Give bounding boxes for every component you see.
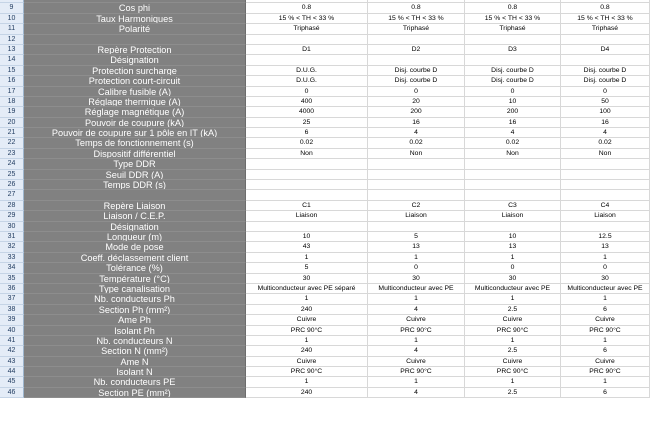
row-number[interactable]: 13 [0, 45, 24, 55]
value-cell[interactable]: 2.5 [465, 388, 561, 398]
value-cell[interactable]: 0 [465, 87, 561, 97]
value-cell[interactable]: 240 [246, 388, 368, 398]
value-cell[interactable]: 0 [368, 263, 465, 273]
sheet-row [0, 3, 650, 13]
value-cell[interactable]: 15 % < TH < 33 % [465, 14, 561, 24]
value-cell[interactable]: 5 [368, 232, 465, 242]
row-label-cell[interactable]: Temps de fonctionnement (s) [24, 138, 246, 148]
value-cell[interactable] [368, 170, 465, 180]
value-cell[interactable]: 0 [246, 87, 368, 97]
value-cell[interactable]: Liaison [246, 211, 368, 221]
value-cell[interactable]: 100 [561, 107, 650, 117]
value-cell[interactable]: 1 [465, 336, 561, 346]
sheet-row [0, 294, 650, 304]
row-label-cell[interactable]: Température (°C) [24, 274, 246, 284]
row-label-cell[interactable]: Repère Liaison [24, 201, 246, 211]
row-label-cell[interactable]: Liaison / C.E.P. [24, 211, 246, 221]
value-cell[interactable]: Triphasé [561, 24, 650, 34]
sheet-row [0, 336, 650, 346]
row-number[interactable]: 19 [0, 107, 24, 117]
value-cell[interactable] [465, 190, 561, 200]
value-cell[interactable]: 30 [561, 274, 650, 284]
row-number[interactable]: 27 [0, 190, 24, 200]
value-cell[interactable]: 4 [368, 128, 465, 138]
row-label-cell[interactable]: Nb. conducteurs PE [24, 377, 246, 387]
value-cell[interactable]: 1 [561, 336, 650, 346]
value-cell[interactable]: Disj. courbe D [465, 66, 561, 76]
value-cell[interactable]: 0 [561, 263, 650, 273]
value-cell[interactable] [561, 180, 650, 190]
sheet-row [0, 87, 650, 97]
value-cell[interactable]: Cuivre [465, 357, 561, 367]
value-cell[interactable]: 1 [368, 377, 465, 387]
value-cell[interactable]: 0 [465, 263, 561, 273]
row-label-cell[interactable]: Réglage magnétique (A) [24, 107, 246, 117]
value-cell[interactable]: PRC 90°C [561, 367, 650, 377]
sheet-row [0, 377, 650, 387]
value-cell[interactable]: 15 % < TH < 33 % [561, 14, 650, 24]
sheet-row [0, 55, 650, 65]
value-cell[interactable]: Cuivre [246, 357, 368, 367]
sheet-row [0, 222, 650, 232]
row-number[interactable]: 24 [0, 159, 24, 169]
value-cell[interactable] [368, 159, 465, 169]
value-cell[interactable]: 1 [465, 253, 561, 263]
row-number[interactable]: 46 [0, 388, 24, 398]
row-label-cell[interactable]: Réglage thermique (A) [24, 97, 246, 107]
row-number[interactable]: 10 [0, 14, 24, 24]
row-number[interactable]: 43 [0, 357, 24, 367]
row-label-cell[interactable]: Coeff. déclassement client [24, 253, 246, 263]
value-cell[interactable] [246, 190, 368, 200]
sheet-row [0, 107, 650, 117]
value-cell[interactable]: 0 [561, 87, 650, 97]
value-cell[interactable]: PRC 90°C [561, 326, 650, 336]
value-cell[interactable]: D1 [246, 45, 368, 55]
value-cell[interactable]: C4 [561, 201, 650, 211]
value-cell[interactable] [465, 180, 561, 190]
value-cell[interactable]: Triphasé [465, 24, 561, 34]
value-cell[interactable]: Triphasé [368, 24, 465, 34]
sheet-row [0, 190, 650, 200]
sheet-row [0, 159, 650, 169]
value-cell[interactable]: 1 [246, 336, 368, 346]
value-cell[interactable]: Cuivre [465, 315, 561, 325]
sheet-row [0, 388, 650, 398]
value-cell[interactable]: Disj. courbe D [465, 76, 561, 86]
value-cell[interactable]: PRC 90°C [246, 326, 368, 336]
sheet-row [0, 315, 650, 325]
value-cell[interactable]: PRC 90°C [368, 326, 465, 336]
value-cell[interactable]: Multiconducteur avec PE [368, 284, 465, 294]
value-cell[interactable]: 0.02 [246, 138, 368, 148]
row-label-cell[interactable]: Désignation [24, 222, 246, 232]
value-cell[interactable]: Non [368, 149, 465, 159]
value-cell[interactable]: 1 [246, 253, 368, 263]
row-label-cell[interactable]: Temps DDR (s) [24, 180, 246, 190]
row-number[interactable]: 32 [0, 242, 24, 252]
value-cell[interactable]: 4000 [246, 107, 368, 117]
row-label-cell[interactable]: Section PE (mm²) [24, 388, 246, 398]
value-cell[interactable] [561, 35, 650, 45]
row-number[interactable]: 15 [0, 66, 24, 76]
value-cell[interactable]: 240 [246, 346, 368, 356]
value-cell[interactable]: Non [246, 149, 368, 159]
value-cell[interactable] [465, 159, 561, 169]
value-cell[interactable] [465, 170, 561, 180]
value-cell[interactable] [246, 35, 368, 45]
value-cell[interactable] [465, 35, 561, 45]
row-number[interactable]: 14 [0, 55, 24, 65]
sheet-row [0, 97, 650, 107]
row-number[interactable]: 26 [0, 180, 24, 190]
value-cell[interactable] [465, 222, 561, 232]
row-number[interactable]: 22 [0, 138, 24, 148]
sheet-row [0, 24, 650, 34]
value-cell[interactable]: Non [465, 149, 561, 159]
sheet-row [0, 211, 650, 221]
value-cell[interactable]: 0.8 [561, 3, 650, 13]
row-label-cell[interactable]: Ame Ph [24, 315, 246, 325]
value-cell[interactable] [368, 222, 465, 232]
row-number[interactable]: 18 [0, 97, 24, 107]
value-cell[interactable]: 4 [368, 305, 465, 315]
row-label-cell[interactable]: Ame N [24, 357, 246, 367]
sheet-row [0, 242, 650, 252]
row-label-cell[interactable]: Nb. conducteurs N [24, 336, 246, 346]
row-number[interactable]: 23 [0, 149, 24, 159]
sheet-row [0, 35, 650, 45]
row-label-cell[interactable]: Calibre fusible (A) [24, 87, 246, 97]
row-number[interactable]: 39 [0, 315, 24, 325]
value-cell[interactable]: Multiconducteur avec PE [561, 284, 650, 294]
value-cell[interactable]: 400 [246, 97, 368, 107]
value-cell[interactable]: 0.8 [465, 3, 561, 13]
row-number[interactable]: 9 [0, 3, 24, 13]
sheet-row [0, 66, 650, 76]
value-cell[interactable]: 1 [465, 294, 561, 304]
value-cell[interactable] [368, 190, 465, 200]
row-number[interactable]: 16 [0, 76, 24, 86]
value-cell[interactable]: 1 [561, 253, 650, 263]
value-cell[interactable]: PRC 90°C [465, 326, 561, 336]
value-cell[interactable]: Disj. courbe D [561, 76, 650, 86]
sheet-row [0, 232, 650, 242]
value-cell[interactable]: Cuivre [368, 315, 465, 325]
value-cell[interactable] [246, 170, 368, 180]
row-number[interactable]: 28 [0, 201, 24, 211]
sheet-row [0, 180, 650, 190]
value-cell[interactable] [465, 55, 561, 65]
row-label-cell[interactable]: Nb. conducteurs Ph [24, 294, 246, 304]
value-cell[interactable]: 4 [465, 128, 561, 138]
value-cell[interactable]: 240 [246, 305, 368, 315]
value-cell[interactable]: 200 [368, 107, 465, 117]
row-number[interactable]: 38 [0, 305, 24, 315]
sheet-row [0, 326, 650, 336]
value-cell[interactable]: 2.5 [465, 346, 561, 356]
value-cell[interactable]: 25 [246, 118, 368, 128]
sheet-row [0, 76, 650, 86]
value-cell[interactable]: Disj. courbe D [368, 76, 465, 86]
sheet-row [0, 118, 650, 128]
value-cell[interactable] [561, 55, 650, 65]
row-label-cell[interactable]: Section Ph (mm²) [24, 305, 246, 315]
value-cell[interactable]: 15 % < TH < 33 % [246, 14, 368, 24]
value-cell[interactable]: 0.8 [246, 3, 368, 13]
value-cell[interactable] [561, 222, 650, 232]
value-cell[interactable]: 200 [465, 107, 561, 117]
sheet-row [0, 14, 650, 24]
value-cell[interactable] [561, 159, 650, 169]
sheet-row [0, 128, 650, 138]
value-cell[interactable]: Multiconducteur avec PE [465, 284, 561, 294]
row-label-cell[interactable]: Cos phi [24, 3, 246, 13]
sheet-row [0, 305, 650, 315]
row-label-cell[interactable]: Seuil DDR (A) [24, 170, 246, 180]
value-cell[interactable]: Liaison [561, 211, 650, 221]
row-label-cell[interactable] [24, 35, 246, 45]
row-label-cell[interactable]: Pouvoir de coupure (kA) [24, 118, 246, 128]
value-cell[interactable]: Cuivre [368, 357, 465, 367]
value-cell[interactable]: 0.8 [368, 3, 465, 13]
value-cell[interactable]: 13 [561, 242, 650, 252]
sheet-row [0, 263, 650, 273]
value-cell[interactable]: 0.02 [561, 138, 650, 148]
value-cell[interactable]: 1 [561, 377, 650, 387]
value-cell[interactable]: 1 [368, 253, 465, 263]
value-cell[interactable]: 16 [465, 118, 561, 128]
value-cell[interactable] [246, 55, 368, 65]
value-cell[interactable]: D.U.G. [246, 66, 368, 76]
sheet-row [0, 274, 650, 284]
value-cell[interactable]: Non [561, 149, 650, 159]
value-cell[interactable]: Liaison [368, 211, 465, 221]
row-label-cell[interactable]: Pouvoir de coupure sur 1 pôle en IT (kA) [24, 128, 246, 138]
value-cell[interactable]: Disj. courbe D [561, 66, 650, 76]
value-cell[interactable]: PRC 90°C [246, 367, 368, 377]
sheet-row [0, 284, 650, 294]
value-cell[interactable]: 1 [368, 336, 465, 346]
value-cell[interactable]: 30 [368, 274, 465, 284]
value-cell[interactable]: 16 [368, 118, 465, 128]
value-cell[interactable]: 43 [246, 242, 368, 252]
value-cell[interactable]: 0.02 [368, 138, 465, 148]
row-number[interactable]: 45 [0, 377, 24, 387]
sheet-row [0, 138, 650, 148]
sheet-row [0, 170, 650, 180]
value-cell[interactable]: 1 [246, 294, 368, 304]
value-cell[interactable] [368, 180, 465, 190]
sheet-row [0, 346, 650, 356]
value-cell[interactable]: 13 [465, 242, 561, 252]
value-cell[interactable]: 5 [246, 263, 368, 273]
value-cell[interactable]: 50 [561, 97, 650, 107]
row-number[interactable]: 40 [0, 326, 24, 336]
value-cell[interactable]: 15 % < TH < 33 % [368, 14, 465, 24]
row-label-cell[interactable]: Repère Protection [24, 45, 246, 55]
row-number[interactable]: 42 [0, 346, 24, 356]
row-label-cell[interactable]: Isolant Ph [24, 326, 246, 336]
value-cell[interactable]: 0.02 [465, 138, 561, 148]
value-cell[interactable]: 10 [465, 97, 561, 107]
row-label-cell[interactable]: Protection surcharge [24, 66, 246, 76]
value-cell[interactable]: 20 [368, 97, 465, 107]
value-cell[interactable]: 1 [246, 377, 368, 387]
value-cell[interactable] [246, 222, 368, 232]
value-cell[interactable]: 1 [561, 294, 650, 304]
value-cell[interactable]: D4 [561, 45, 650, 55]
row-label-cell[interactable]: Longueur (m) [24, 232, 246, 242]
value-cell[interactable]: 13 [368, 242, 465, 252]
sheet-row [0, 45, 650, 55]
value-cell[interactable]: 6 [561, 388, 650, 398]
row-number[interactable]: 21 [0, 128, 24, 138]
row-label-cell[interactable]: Isolant N [24, 367, 246, 377]
value-cell[interactable]: 1 [465, 377, 561, 387]
row-number[interactable]: 12 [0, 35, 24, 45]
value-cell[interactable]: C2 [368, 201, 465, 211]
row-number[interactable]: 44 [0, 367, 24, 377]
row-number[interactable]: 29 [0, 211, 24, 221]
value-cell[interactable]: 2.5 [465, 305, 561, 315]
value-cell[interactable]: Triphasé [246, 24, 368, 34]
row-number[interactable]: 35 [0, 274, 24, 284]
value-cell[interactable]: 12.5 [561, 232, 650, 242]
row-number[interactable]: 17 [0, 87, 24, 97]
value-cell[interactable]: Disj. courbe D [368, 66, 465, 76]
row-label-cell[interactable]: Désignation [24, 55, 246, 65]
value-cell[interactable]: 6 [561, 305, 650, 315]
value-cell[interactable] [246, 180, 368, 190]
value-cell[interactable]: 1 [368, 294, 465, 304]
row-number[interactable]: 36 [0, 284, 24, 294]
value-cell[interactable] [246, 159, 368, 169]
value-cell[interactable]: 4 [368, 346, 465, 356]
row-number[interactable]: 34 [0, 263, 24, 273]
row-label-cell[interactable]: Type DDR [24, 159, 246, 169]
value-cell[interactable]: C3 [465, 201, 561, 211]
value-cell[interactable]: 4 [561, 128, 650, 138]
value-cell[interactable]: 0 [368, 87, 465, 97]
value-cell[interactable] [561, 170, 650, 180]
row-number[interactable]: 33 [0, 253, 24, 263]
value-cell[interactable]: 6 [246, 128, 368, 138]
row-label-cell[interactable]: Dispositif différentiel [24, 149, 246, 159]
row-number[interactable]: 31 [0, 232, 24, 242]
value-cell[interactable]: 16 [561, 118, 650, 128]
sheet-row [0, 253, 650, 263]
value-cell[interactable]: Cuivre [561, 357, 650, 367]
value-cell[interactable]: PRC 90°C [368, 367, 465, 377]
value-cell[interactable]: Multiconducteur avec PE séparé [246, 284, 368, 294]
value-cell[interactable]: D2 [368, 45, 465, 55]
row-label-cell[interactable]: Tolérance (%) [24, 263, 246, 273]
row-label-cell[interactable]: Section N (mm²) [24, 346, 246, 356]
value-cell[interactable]: 30 [246, 274, 368, 284]
value-cell[interactable]: PRC 90°C [465, 367, 561, 377]
sheet-row [0, 357, 650, 367]
value-cell[interactable]: Cuivre [561, 315, 650, 325]
value-cell[interactable]: 10 [465, 232, 561, 242]
row-number[interactable]: 30 [0, 222, 24, 232]
value-cell[interactable]: Cuivre [246, 315, 368, 325]
sheet-row [0, 201, 650, 211]
value-cell[interactable]: Liaison [465, 211, 561, 221]
sheet-row [0, 367, 650, 377]
row-number[interactable]: 37 [0, 294, 24, 304]
sheet-row [0, 149, 650, 159]
row-label-cell[interactable]: Protection court-circuit [24, 76, 246, 86]
value-cell[interactable]: 30 [465, 274, 561, 284]
value-cell[interactable] [561, 190, 650, 200]
row-label-cell[interactable]: Type canalisation [24, 284, 246, 294]
value-cell[interactable]: 6 [561, 346, 650, 356]
row-label-cell[interactable]: Mode de pose [24, 242, 246, 252]
value-cell[interactable]: 10 [246, 232, 368, 242]
row-label-cell[interactable]: Taux Harmoniques [24, 14, 246, 24]
value-cell[interactable]: D.U.G. [246, 76, 368, 86]
row-label-cell[interactable]: Polarité [24, 24, 246, 34]
value-cell[interactable]: D3 [465, 45, 561, 55]
value-cell[interactable]: C1 [246, 201, 368, 211]
row-number[interactable]: 25 [0, 170, 24, 180]
row-number[interactable]: 41 [0, 336, 24, 346]
value-cell[interactable]: 4 [368, 388, 465, 398]
row-number[interactable]: 11 [0, 24, 24, 34]
row-label-cell[interactable] [24, 190, 246, 200]
value-cell[interactable] [368, 35, 465, 45]
row-number[interactable]: 20 [0, 118, 24, 128]
value-cell[interactable] [368, 55, 465, 65]
